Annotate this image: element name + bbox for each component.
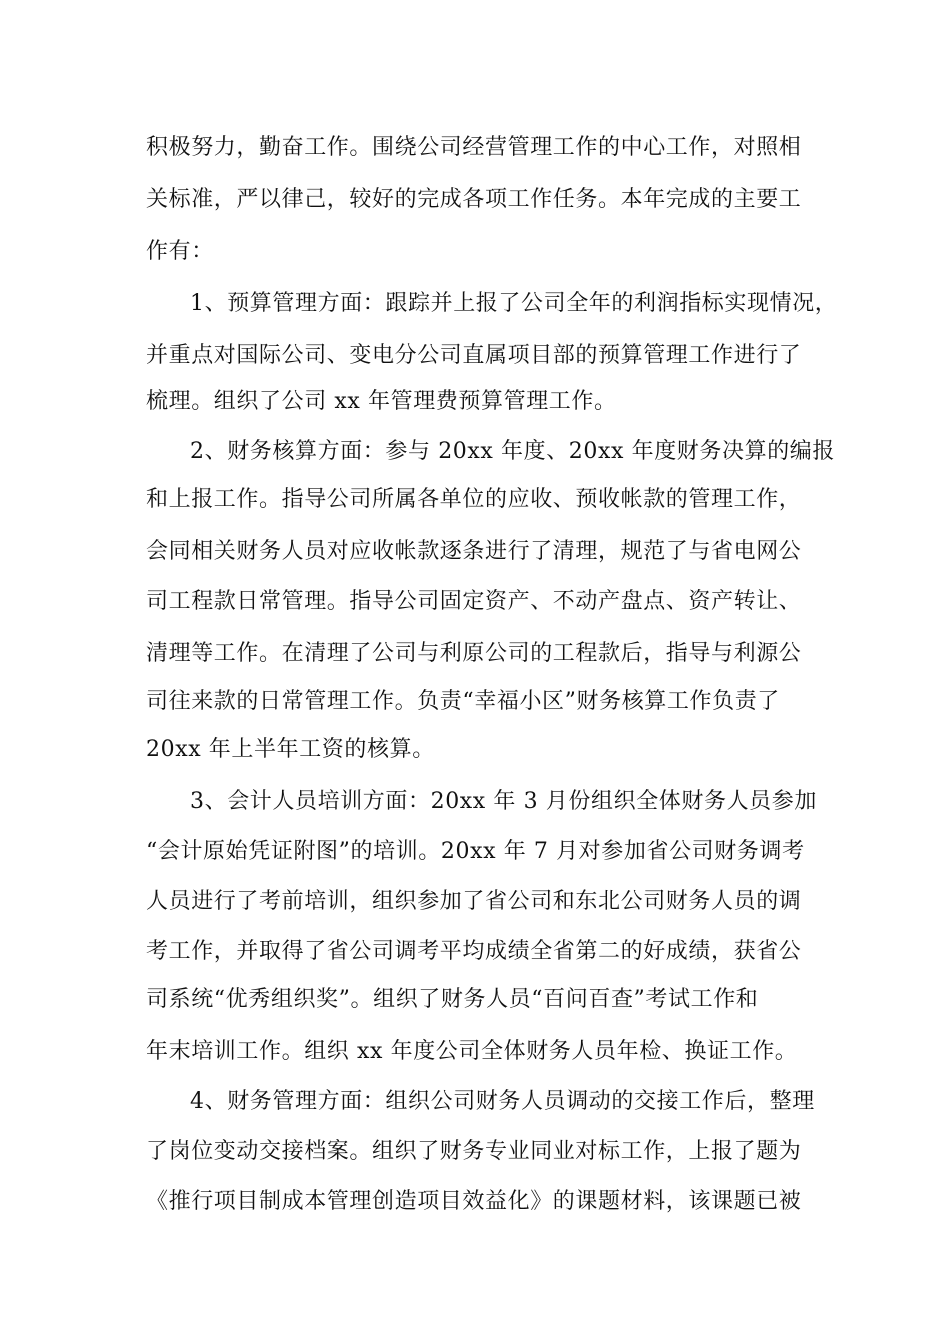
paragraph-line: 关标准，严以律己，较好的完成各项工作任务。本年完成的主要工 bbox=[146, 187, 802, 212]
paragraph-line: 清理等工作。在清理了公司与利原公司的工程款后，指导与利源公 bbox=[146, 641, 802, 666]
paragraph-line: 司往来款的日常管理工作。负责“幸福小区”财务核算工作负责了 bbox=[146, 689, 780, 714]
paragraph-line: 20xx 年上半年工资的核算。 bbox=[146, 737, 435, 762]
paragraph-line: 司系统“优秀组织奖”。组织了财务人员“百问百查”考试工作和 bbox=[146, 987, 759, 1012]
section-heading-line: 1、预算管理方面：跟踪并上报了公司全年的利润指标实现情况， bbox=[190, 291, 838, 316]
paragraph-line: 并重点对国际公司、变电分公司直属项目部的预算管理工作进行了 bbox=[146, 343, 802, 368]
paragraph-line: 和上报工作。指导公司所属各单位的应收、预收帐款的管理工作， bbox=[146, 487, 802, 512]
section-heading-line: 2、财务核算方面：参与 20xx 年度、20xx 年度财务决算的编报 bbox=[190, 439, 835, 464]
paragraph-line: 考工作，并取得了省公司调考平均成绩全省第二的好成绩，获省公 bbox=[146, 939, 802, 964]
paragraph-line: 司工程款日常管理。指导公司固定资产、不动产盘点、资产转让、 bbox=[146, 589, 802, 614]
paragraph-line: 积极努力，勤奋工作。围绕公司经营管理工作的中心工作，对照相 bbox=[146, 135, 802, 160]
paragraph-line: 梳理。组织了公司 xx 年管理费预算管理工作。 bbox=[146, 389, 617, 414]
paragraph-line: 会同相关财务人员对应收帐款逐条进行了清理，规范了与省电网公 bbox=[146, 539, 802, 564]
paragraph-line: “会计原始凭证附图”的培训。20xx 年 7 月对参加省公司财务调考 bbox=[146, 839, 805, 864]
paragraph-line: 作有： bbox=[146, 239, 214, 264]
paragraph-line: 《推行项目制成本管理创造项目效益化》的课题材料，该课题已被 bbox=[146, 1189, 802, 1214]
section-heading-line: 3、会计人员培训方面：20xx 年 3 月份组织全体财务人员参加 bbox=[190, 789, 817, 814]
paragraph-line: 了岗位变动交接档案。组织了财务专业同业对标工作，上报了题为 bbox=[146, 1139, 802, 1164]
paragraph-line: 年末培训工作。组织 xx 年度公司全体财务人员年检、换证工作。 bbox=[146, 1039, 798, 1064]
paragraph-line: 人员进行了考前培训，组织参加了省公司和东北公司财务人员的调 bbox=[146, 889, 802, 914]
section-heading-line: 4、财务管理方面：组织公司财务人员调动的交接工作后，整理 bbox=[190, 1089, 815, 1114]
